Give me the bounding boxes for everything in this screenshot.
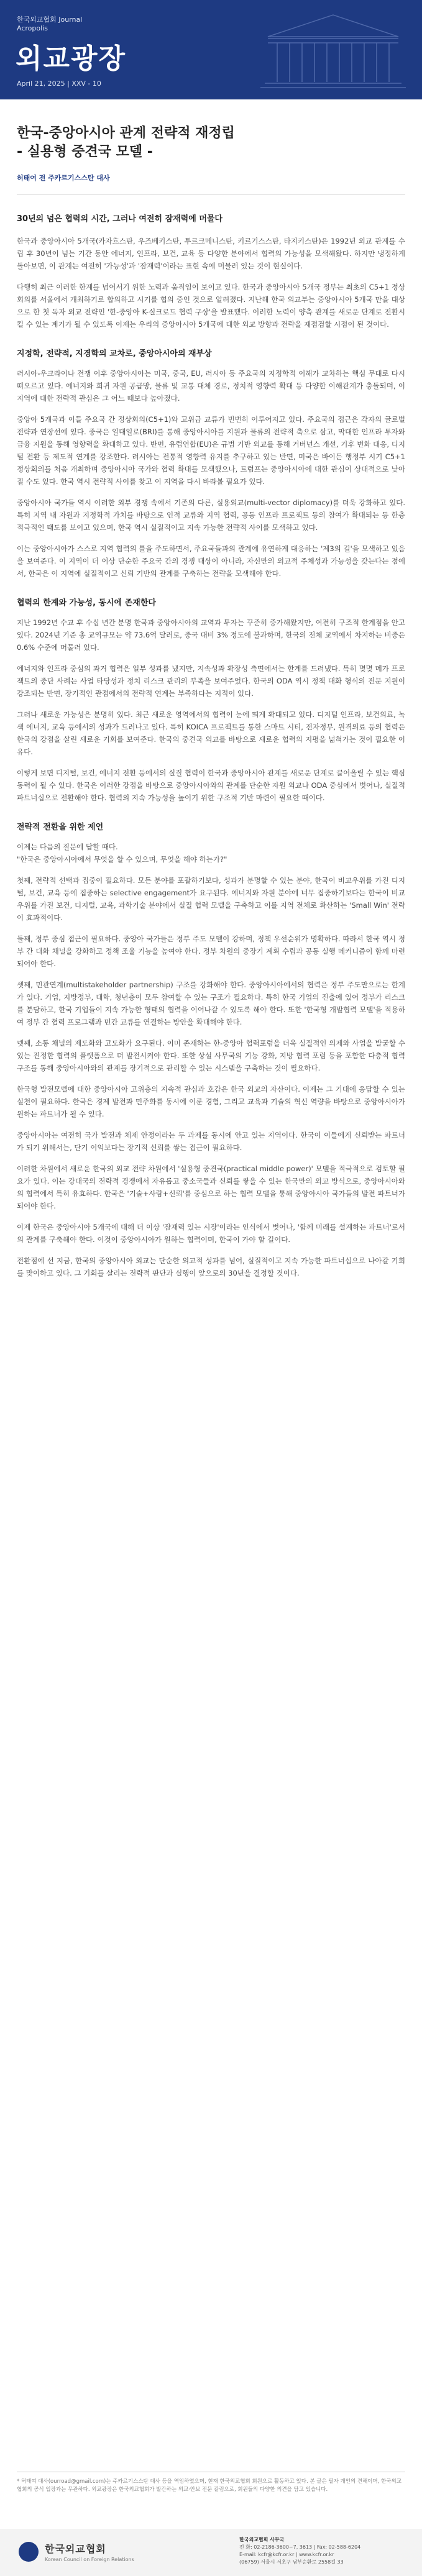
paragraph: 그러나 새로운 가능성은 분명히 있다. 최근 새로운 영역에서의 협력이 눈에 띄게 확대되고 있다. 디지털 인프라, 보건의료, 녹색 에너지, 교육 등에서의 성과가 드러나고 있다. 특히 KOICA 프로젝트를 통한 스마트 시티, 전자정부, 원격의료 등의 협력은 한국의 강점을 살린 새로운 기회를 보여준다. 한국의 중견국 외교를 바탕으로 새로운 협력의 지평을 넓혀가는 것이 필요한 이유다. [17, 710, 405, 756]
building-illustration-icon [255, 9, 411, 93]
section-heading: 전략적 전환을 위한 제언 [17, 823, 104, 832]
org-logo [19, 2541, 134, 2562]
article-body [0, 124, 422, 1279]
paragraph: 첫째, 전략적 선택과 집중이 필요하다. 모든 분야를 포괄하기보다, 성과가 분명할 수 있는 분야, 한국이 비교우위를 가진 디지털, 보건, 교육 등에 집중하는 selective engagement가 요구된다. 에너지와 자원 분야에 너무 집중하기보다는 한국이 비교우위를 가진 보건, 디지털, 교육, 과학기술 분야에서 실질 협력 모델을 구축하고 이를 지역 전체로 확산하는 'Small Win' 전략이 효과적이다. [17, 876, 405, 922]
org-name-en: Korean Council on Foreign Relations [45, 2557, 134, 2562]
paragraph: 이제는 다음의 질문에 답할 때다. "한국은 중앙아시아에서 무엇을 할 수 있으며, 무엇을 해야 하는가?" [17, 843, 227, 864]
paragraph: 중앙아시아 국가들 역시 이러한 외부 경쟁 속에서 기존의 다른, 실용외교(multi-vector diplomacy)를 더욱 강화하고 있다. 특히 지역 내 자원과 지정학적 가치를 바탕으로 인적 교류와 지역 협력, 공동 인프라 프로젝트 등의 참여가 확대되는 등 한층 적극적인 태도를 보이고 있으며, 한국 역시 실질적이고 지속 가능한 전략적 사이를 모색하고 있다. [17, 498, 405, 532]
article-title: 한국-중앙아시아 관계 전략적 재정립 [17, 126, 235, 141]
publication-title: 외교광장 [16, 43, 127, 75]
paragraph: 이는 중앙아시아가 스스로 지역 협력의 틀을 주도하면서, 주요국들과의 관계에 유연하게 대응하는 '제3의 길'을 모색하고 있음을 보여준다. 이 지역이 더 이상 단순한 주요국 간의 경쟁 대상이 아니라, 자신만의 외교적 주체성과 가능성을 갖는다는 점에서, 한국은 이 지역에 실질적이고 신뢰 기반의 관계를 구축하는 전략을 모색해야 한다. [17, 544, 405, 578]
journal-name: 한국외교협회 Journal [17, 16, 83, 24]
paragraph: 셋째, 민관연계(multistakeholder partnership) 구조를 강화해야 한다. 중앙아시아에서의 협력은 정부 주도만으로는 한계가 있다. 기업, 지방정부, 대학, 청년층이 모두 참여할 수 있는 구조가 필요하다. 특히 한국 기업의 진출에 있어 정부가 리스크를 분담하고, 한국 기업들이 지속 가능한 형태의 협력을 이어나갈 수 있도록 해야 한다. 또한 '한국형 개발협력 모델'을 적용하여 정부 간 협력 프로그램과 민간 교류를 연결하는 방안을 확대해야 한다. [17, 980, 405, 1026]
header-banner [0, 0, 422, 99]
paragraph: 다행히 최근 이러한 한계를 넘어서기 위한 노력과 움직임이 보이고 있다. 한국과 중앙아시아 5개국 정부는 최초의 C5+1 정상회의를 서울에서 개최하기로 합의하고 시기를 협의 중인 것으로 알려졌다. 지난해 한국 외교부는 중앙아시아 5개국 만을 대상으로 한 첫 독자 외교 전략인 '한-중앙아 K-실크로드 협력 구상'을 발표했다. 이러한 노력이 양측 관계를 새로운 단계로 전환시킬 수 있는 계기가 될 수 있도록 이제는 우리의 중앙아시아 5개국에 대한 외교 방향과 전략을 재점검할 시점이 된 것이다. [17, 283, 405, 329]
contact-info [239, 2536, 360, 2566]
org-name: 한국외교협회 [45, 2543, 106, 2555]
article-subtitle: - 실용형 중견국 모델 - [17, 144, 153, 160]
footnote: * 허태여 대사(ourroad@gmail.com)는 주카르기스스탄 대사 등을 역임하였으며, 현재 한국외교협회 회원으로 활동하고 있다. 본 글은 필자 개인의 견해이며, 한국외교협회의 공식 입장과는 무관하다. 외교광장은 한국외교협회가 발간하는 외교·안보 전문 칼럼으로, 회원들의 다양한 의견을 담고 있습니다. [17, 2478, 401, 2493]
author-line: 허태여 전 주카르기스스탄 대사 [17, 174, 110, 182]
paragraph: 러시아-우크라이나 전쟁 이후 중앙아시아는 미국, 중국, EU, 러시아 등 주요국의 지정학적 이해가 교차하는 핵심 무대로 다시 떠오르고 있다. 에너지와 희귀 자원 공급망, 물류 및 교통 대체 경로, 정치적 영향력 확대 등 다양한 이해관계가 충돌되며, 이 지역에 대한 전략적 관심은 그 어느 때보다 높아졌다. [17, 369, 405, 403]
paragraph: 이제 한국은 중앙아시아 5개국에 대해 더 이상 '잠재력 있는 시장'이라는 인식에서 벗어나, '함께 미래를 설계하는 파트너'로서의 관계를 구축해야 한다. 이것이 중앙아시아가 원하는 협력이며, 한국이 가야 할 길이다. [17, 1223, 405, 1244]
section-heading: 협력의 한계와 가능성, 동시에 존재한다 [17, 598, 156, 608]
contact-email: E-mail: kcfr@kcfr.or.kr | www.kcfr.or.kr [239, 2552, 334, 2557]
journal-subname: Acropolis [17, 24, 48, 32]
paragraph: 중앙아시아는 여전히 국가 발전과 체제 안정이라는 두 과제를 동시에 안고 있는 지역이다. 한국이 이들에게 신뢰받는 파트너가 되기 위해서는, 단기 이익보다는 장기적 신뢰를 쌓는 접근이 필요하다. [17, 1131, 405, 1152]
paragraph: 이렇게 보면 디지털, 보건, 에너지 전환 등에서의 실질 협력이 한국과 중앙아시아 관계를 새로운 단계로 끌어올릴 수 있는 핵심 동력이 될 수 있다. 한국은 이러한 강점을 바탕으로 중앙아시아와의 관계를 단순한 자원 외교나 ODA 중심에서 벗어나, 실질적 파트너십으로 전환해야 한다. 협력의 지속 가능성을 높이기 위한 구조적 기반 마련이 필요한 때이다. [17, 769, 405, 802]
contact-title: 한국외교협회 사무국 [239, 2537, 285, 2542]
paragraph: 지난 1992년 수교 후 수십 년간 분명 한국과 중앙아시아의 교역과 투자는 꾸준히 증가해왔지만, 여전히 구조적 한계점을 안고 있다. 2024년 기준 총 교역규모는 약 73.6억 달러로, 중국 대비 3% 정도에 불과하며, 한국의 전체 교역에서 차지하는 비중은 0.6% 수준에 머물러 있다. [17, 618, 405, 652]
paragraph: 한국형 발전모델에 대한 중앙아시아 고위층의 지속적 관심과 호감은 한국 외교의 자산이다. 이제는 그 기대에 응답할 수 있는 실천이 필요하다. 한국은 경제 발전과 민주화를 동시에 이룬 경험, 그리고 교육과 기술의 혁신 역량을 바탕으로 중앙아시아가 원하는 파트너가 될 수 있다. [17, 1085, 405, 1118]
lead-heading: 30년의 넘은 협력의 시간, 그러나 여전히 잠재력에 머물다 [17, 214, 222, 224]
paragraph: 한국과 중앙아시아 5개국(카자흐스탄, 우즈베키스탄, 투르크메니스탄, 키르기스스탄, 타지키스탄)은 1992년 외교 관계를 수립 후 30년이 넘는 기간 동안 에너지, 인프라, 보건, 교육 등 다양한 분야에서 협력의 가능성을 모색해왔다. 하지만 냉정하게 돌아보면, 이 관계는 여전히 '가능성'과 '잠재력'이라는 표현 속에 머물러 있는 것이 현실이다. [17, 237, 405, 270]
contact-phone: 전 화: 02-2186-3600~7, 3613 | Fax: 02-588-6204 [239, 2544, 361, 2550]
page-footer [0, 2529, 422, 2576]
paragraph: 이러한 차원에서 새로운 한국의 외교 전략 차원에서 '실용형 중견국(practical middle power)' 모델을 적극적으로 검토할 필요가 있다. 이는 강대국의 전략적 경쟁에서 자유롭고 중소국들과 신뢰를 쌓을 수 있는 한국만의 외교 방식으로, 중앙아시아와의 협력에서 특히 유효하다. 한국은 '기술+사람+신뢰'를 중심으로 하는 협력 모델을 통해 중앙아시아 국가들의 발전 파트너가 되어야 한다. [17, 1164, 405, 1210]
section-heading: 지정학, 전략적, 지경학의 교차로, 중앙아시아의 재부상 [17, 349, 212, 359]
emblem-icon [19, 2542, 39, 2562]
paragraph: 둘째, 정부 중심 접근이 필요하다. 중앙아 국가들은 정부 주도 모델이 강하며, 정책 우선순위가 명확하다. 따라서 한국 역시 정부 간 대화 채널을 강화하고 정책 조율 기능을 높여야 한다. 정부 차원의 중장기 계획 수립과 공동 실행 메커니즘이 함께 마련되어야 한다. [17, 934, 405, 968]
paragraph: 전환점에 선 지금, 한국의 중앙아시아 외교는 단순한 외교적 성과를 넘어, 실질적이고 지속 가능한 파트너십으로 나아갈 기회를 맞이하고 있다. 그 기회를 살리는 전략적 판단과 실행이 앞으로의 30년을 결정할 것이다. [17, 1256, 405, 1277]
contact-address: (06759) 서울시 서초구 남부순환로 2558길 33 [239, 2559, 344, 2565]
paragraph: 에너지와 인프라 중심의 과거 협력은 일부 성과를 냈지만, 지속성과 확장성 측면에서는 한계를 드러냈다. 특히 몇몇 메가 프로젝트의 중단 사례는 사업 타당성과 정치 리스크 관리의 부족을 보여주었다. 한국의 ODA 역시 정책 대화 형식의 전문 지원이 강조되는 반면, 장기적인 관점에서의 전략적 연계는 부족하다는 지적이 있다. [17, 664, 405, 698]
paragraph: 중앙아 5개국과 이들 주요국 간 정상회의(C5+1)와 고위급 교류가 빈번히 이루어지고 있다. 주요국의 접근은 각자의 글로벌 전략과 연장선에 있다. 중국은 일대일로(BRI)를 통해 중앙아시아를 지원과 물류의 전략적 축으로 삼고, 막대한 인프라 투자와 금융 지원을 통해 영향력을 확대하고 있다. 반면, 유럽연합(EU)은 규범 기반 외교를 통해 거버넌스 개선, 기후 변화 대응, 디지털 전환 등 제도적 연계를 강조한다. 러시아는 전통적 영향력 유지를 추구하고 있는 반면, 미국은 바이든 행정부 시기 C5+1 정상회의를 처음 개최하며 중앙아시아 국가와 협력 확대를 모색했으나, 트럼프는 중앙아시아에 대한 관심이 상대적으로 낮아질 수도 있다. 한국 역시 전략적 사이를 찾고 이 지역을 다시 바라볼 필요가 있다. [17, 415, 405, 486]
paragraph: 넷째, 소통 채널의 제도화와 고도화가 요구된다. 이미 존재하는 한-중앙아 협력포럼을 더욱 실질적인 의제와 사업을 발굴할 수 있는 진정한 협력의 플랫폼으로 더 발전시켜야 한다. 또한 상설 사무국의 기능 강화, 지방 협력 포럼 등을 포함한 다층적 협력 구조를 통해 중앙아시아와의 관계를 장기적으로 관리할 수 있는 시스템을 구축하는 것이 필요하다. [17, 1039, 405, 1072]
issue-date: April 21, 2025 | XXV - 10 [17, 80, 101, 88]
